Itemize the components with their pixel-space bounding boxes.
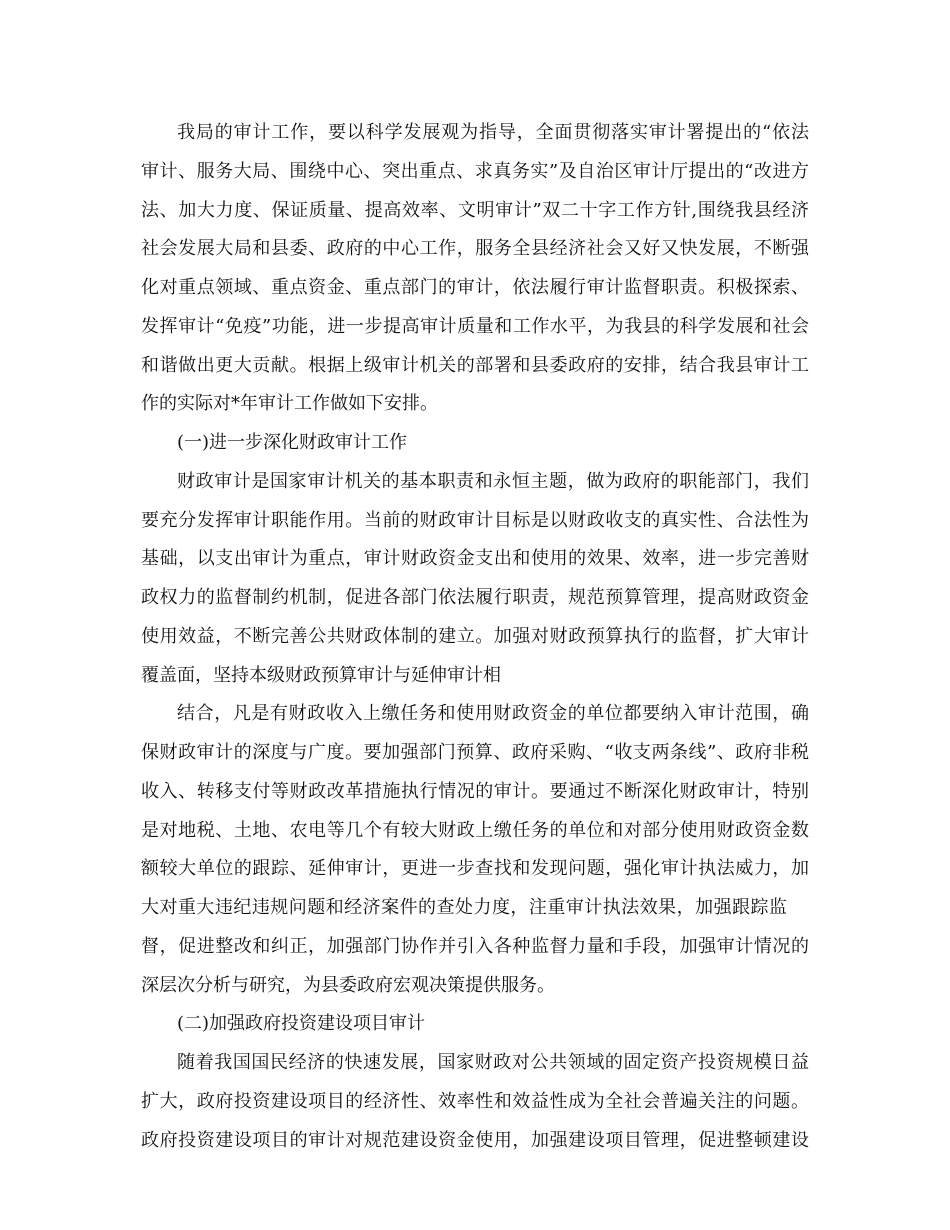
text-line: 法、加大力度、保证质量、提高效率、文明审计”双二十字工作方针,围绕我县经济 xyxy=(141,200,809,221)
text-line: 要充分发挥审计职能作用。当前的财政审计目标是以财政收支的真实性、合法性为 xyxy=(141,510,809,531)
text-line: 政权力的监督制约机制，促进各部门依法履行职责，规范预算管理，提高财政资金 xyxy=(141,587,809,608)
text-line: 深层次分析与研究，为县委政府宏观决策提供服务。 xyxy=(141,975,555,996)
text-line: 和谐做出更大贡献。根据上级审计机关的部署和县委政府的安排，结合我县审计工 xyxy=(141,355,809,376)
text-line: 我局的审计工作，要以科学发展观为指导，全面贯彻落实审计署提出的“依法 xyxy=(177,122,809,143)
text-line: 保财政审计的深度与广度。要加强部门预算、政府采购、“收支两条线”、政府非税 xyxy=(141,742,809,763)
text-line: 是对地税、土地、农电等几个有较大财政上缴任务的单位和对部分使用财政资金数 xyxy=(141,820,809,841)
text-line: 督，促进整改和纠正，加强部门协作并引入各种监督力量和手段，加强审计情况的 xyxy=(141,936,809,957)
text-line: 社会发展大局和县委、政府的中心工作，服务全县经济社会又好又快发展，不断强 xyxy=(141,238,809,259)
text-line: 随着我国国民经济的快速发展，国家财政对公共领域的固定资产投资规模日益 xyxy=(177,1052,809,1073)
text-line: 额较大单位的跟踪、延伸审计，更进一步查找和发现问题，强化审计执法威力，加 xyxy=(141,858,809,879)
text-line: 发挥审计“免疫”功能，进一步提高审计质量和工作水平，为我县的科学发展和社会 xyxy=(141,316,809,337)
section-heading: (二)加强政府投资建设项目审计 xyxy=(177,1013,426,1034)
text-line: 审计、服务大局、围绕中心、突出重点、求真务实”及自治区审计厅提出的“改进方 xyxy=(141,161,809,182)
text-line: 覆盖面，坚持本级财政预算审计与延伸审计相 xyxy=(141,665,501,686)
text-line: 财政审计是国家审计机关的基本职责和永恒主题，做为政府的职能部门，我们 xyxy=(177,471,809,492)
text-line: 结合，凡是有财政收入上缴任务和使用财政资金的单位都要纳入审计范围，确 xyxy=(177,703,809,724)
section-heading: (一)进一步深化财政审计工作 xyxy=(177,432,408,453)
text-line: 使用效益，不断完善公共财政体制的建立。加强对财政预算执行的监督，扩大审计 xyxy=(141,626,809,647)
text-line: 作的实际对*年审计工作做如下安排。 xyxy=(141,393,438,414)
text-line: 大对重大违纪违规问题和经济案件的查处力度，注重审计执法效果，加强跟踪监 xyxy=(141,897,787,918)
text-line: 化对重点领域、重点资金、重点部门的审计，依法履行审计监督职责。积极探索、 xyxy=(141,277,809,298)
text-line: 扩大，政府投资建设项目的经济性、效率性和效益性成为全社会普遍关注的问题。 xyxy=(141,1091,809,1112)
text-line: 政府投资建设项目的审计对规范建设资金使用，加强建设项目管理，促进整顿建设 xyxy=(141,1130,809,1151)
text-line: 基础，以支出审计为重点，审计财政资金支出和使用的效果、效率，进一步完善财 xyxy=(141,548,809,569)
text-line: 收入、转移支付等财政改革措施执行情况的审计。要通过不断深化财政审计，特别 xyxy=(141,781,809,802)
